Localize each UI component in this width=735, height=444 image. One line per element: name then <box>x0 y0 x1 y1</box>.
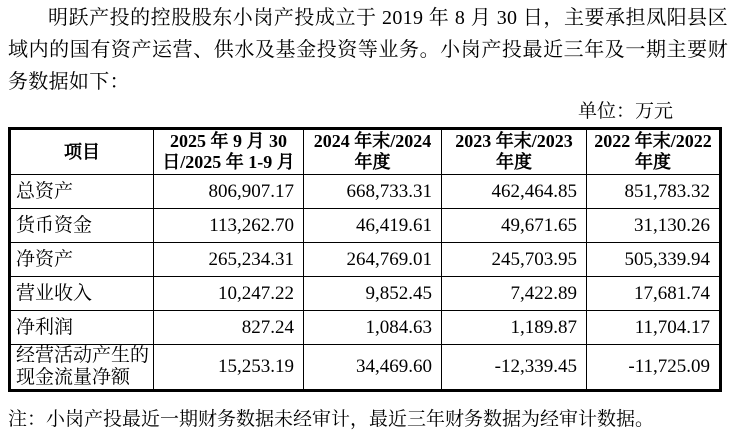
cell-value: 264,769.01 <box>304 243 442 277</box>
row-label: 净利润 <box>10 311 154 345</box>
table-row-cash-funds <box>10 209 721 243</box>
header-cell-2024: 2024 年末/2024 年度 <box>304 129 442 175</box>
table-header-row <box>10 129 721 175</box>
cell-value: 10,247.22 <box>154 277 304 311</box>
cell-value: 17,681.74 <box>587 277 721 311</box>
cell-value: 851,783.32 <box>587 175 721 209</box>
unit-label: 单位：万元 <box>577 101 673 122</box>
intro-paragraph: 明跃产投的控股股东小岗产投成立于 2019 年 8 月 30 日，主要承担凤阳县区域内的国有资产运营、供水及基金投资等业务。小岗产投最近三年及一期主要财务数据如下： <box>8 7 728 93</box>
cell-value: 505,339.94 <box>587 243 721 277</box>
cell-value: 11,704.17 <box>587 311 721 345</box>
row-label: 营业收入 <box>10 277 154 311</box>
table-row-net-assets <box>10 243 721 277</box>
cell-value: 827.24 <box>154 311 304 345</box>
header-cell-2023: 2023 年末/2023 年度 <box>442 129 587 175</box>
cell-value: 15,253.19 <box>154 345 304 391</box>
cell-value: 113,262.70 <box>154 209 304 243</box>
header-cell-item: 项目 <box>10 129 154 175</box>
cell-value: 34,469.60 <box>304 345 442 391</box>
row-label: 货币资金 <box>10 209 154 243</box>
cell-value: 462,464.85 <box>442 175 587 209</box>
header-cell-2025: 2025 年 9 月 30 日/2025 年 1-9 月 <box>154 129 304 175</box>
cell-value: 7,422.89 <box>442 277 587 311</box>
cell-value: 1,189.87 <box>442 311 587 345</box>
footnote: 注：小岗产投最近一期财务数据未经审计，最近三年财务数据为经审计数据。 <box>8 409 655 430</box>
cell-value: 46,419.61 <box>304 209 442 243</box>
header-cell-2022: 2022 年末/2022 年度 <box>587 129 721 175</box>
row-label: 总资产 <box>10 175 154 209</box>
cell-value: -11,725.09 <box>587 345 721 391</box>
cell-value: 245,703.95 <box>442 243 587 277</box>
cell-value: 9,852.45 <box>304 277 442 311</box>
cell-value: 806,907.17 <box>154 175 304 209</box>
cell-value: 31,130.26 <box>587 209 721 243</box>
cell-value: -12,339.45 <box>442 345 587 391</box>
table-row-net-profit <box>10 311 721 345</box>
financial-data-table <box>8 127 722 392</box>
row-label: 净资产 <box>10 243 154 277</box>
row-label: 经营活动产生的现金流量净额 <box>10 345 154 391</box>
cell-value: 1,084.63 <box>304 311 442 345</box>
table-row-total-assets <box>10 175 721 209</box>
table-row-operating-cash-flow <box>10 345 721 391</box>
cell-value: 265,234.31 <box>154 243 304 277</box>
cell-value: 668,733.31 <box>304 175 442 209</box>
table-row-operating-revenue <box>10 277 721 311</box>
cell-value: 49,671.65 <box>442 209 587 243</box>
